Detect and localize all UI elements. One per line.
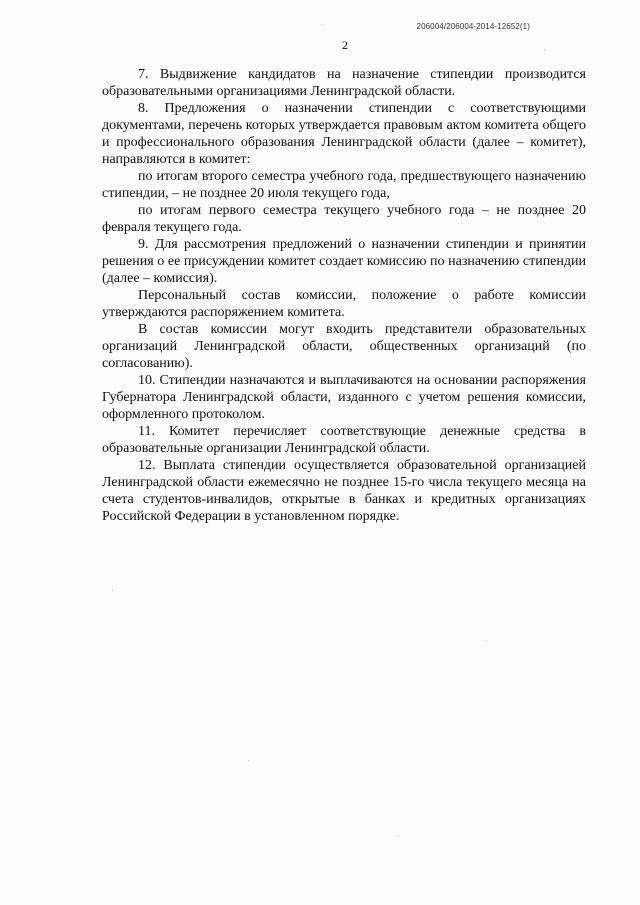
scan-speck bbox=[248, 760, 249, 761]
paragraph-8-deadline-first-semester: по итогам первого семестра текущего учебного года – не позднее 20 февраля текущего года. bbox=[102, 203, 586, 235]
paragraph-10: 10. Стипендии назначаются и выплачиваются на основании распоряжения Губернатора Ленинградской области, изданного с учетом решения комиссии, оформленного протоколом. bbox=[102, 373, 586, 422]
paragraph-9: 9. Для рассмотрения предложений о назначении стипендии и принятии решения о ее присуждении комитет создает комиссию по назначению стипендии (далее – комиссия). bbox=[102, 237, 586, 286]
document-body bbox=[102, 66, 586, 525]
paragraph-commission-staff: Персональный состав комиссии, положение о работе комиссии утверждаются распоряжением комитета. bbox=[102, 288, 586, 320]
scan-speck bbox=[398, 836, 399, 837]
paragraph-8: 8. Предложения о назначении стипендии с соответствующими документами, перечень которых утверждается правовым актом комитета общего и профессионального образования Ленинградской области (далее – комитет), направляются в комитет: bbox=[102, 101, 586, 167]
document-id: 206004/206004-2014-12652(1) bbox=[416, 22, 530, 31]
page-number: 2 bbox=[342, 38, 348, 52]
scan-speck bbox=[322, 24, 323, 25]
paragraph-11: 11. Комитет перечисляет соответствующие денежные средства в образовательные организации Ленинградской области. bbox=[102, 424, 586, 456]
paragraph-12: 12. Выплата стипендии осуществляется образовательной организацией Ленинградской области ежемесячно не позднее 15-го числа текущего месяца на счета студентов-инвалидов, открытые в банках и кредитных организациях Российской Федерации в установленном порядке. bbox=[102, 458, 586, 524]
paragraph-8-deadline-second-semester: по итогам второго семестра учебного года, предшествующего назначению стипендии, – не позднее 20 июля текущего года, bbox=[102, 169, 586, 201]
paragraph-7: 7. Выдвижение кандидатов на назначение стипендии производится образовательными организациями Ленинградской области. bbox=[102, 67, 586, 99]
paragraph-commission-members: В состав комиссии могут входить представители образовательных организаций Ленинградской области, общественных организаций (по согласованию). bbox=[102, 322, 586, 371]
scan-speck bbox=[544, 50, 545, 51]
scan-speck bbox=[486, 640, 487, 641]
scan-speck bbox=[112, 590, 113, 591]
